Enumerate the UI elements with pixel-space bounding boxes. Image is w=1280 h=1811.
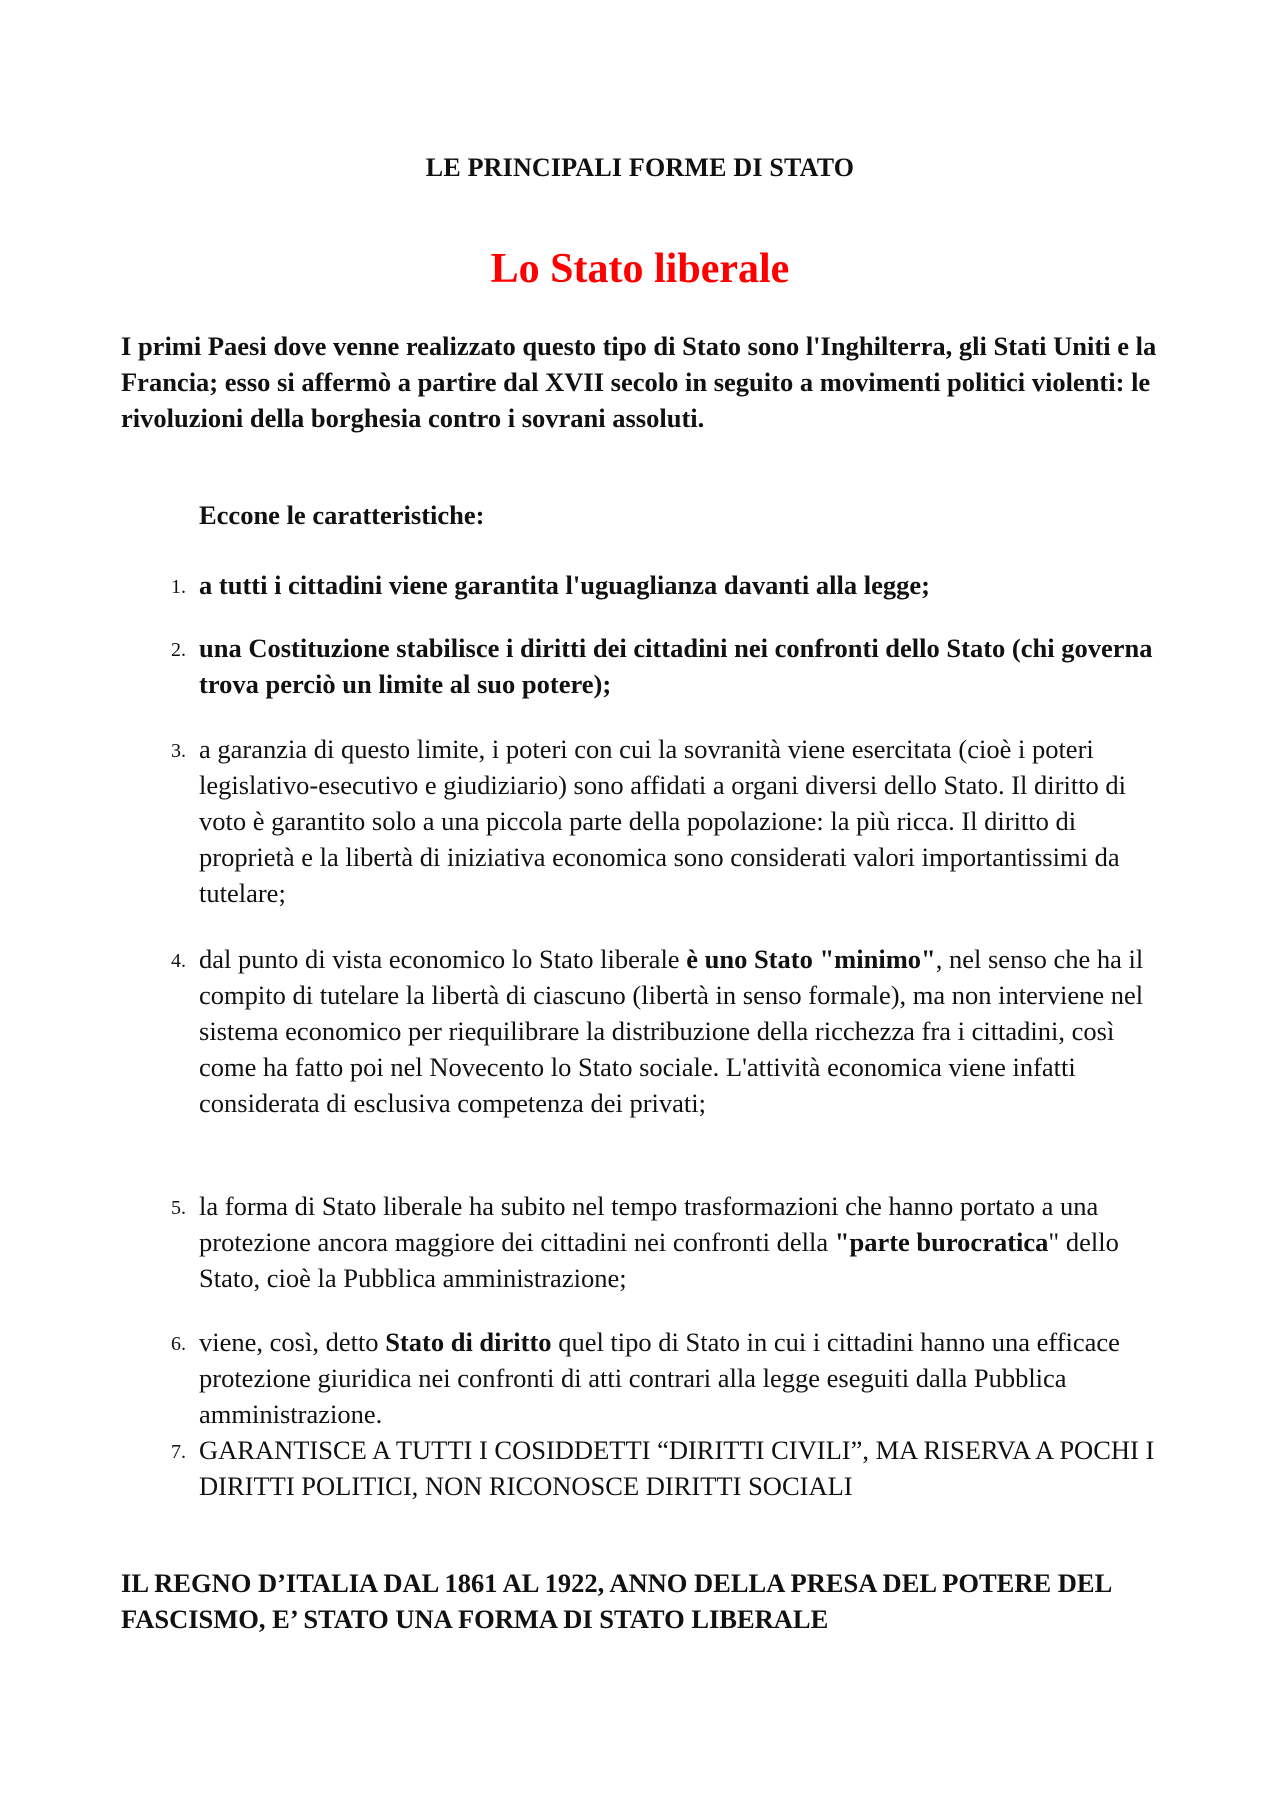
list-item-bold-part: Stato di diritto	[385, 1327, 552, 1357]
conclusion-paragraph: IL REGNO D’ITALIA DAL 1861 AL 1922, ANNO DELLA PRESA DEL POTERE DEL FASCISMO, E’ STATO UNA FORMA DI STATO LIBERALE	[121, 1568, 1111, 1634]
list-item-number: 5.	[171, 1197, 186, 1219]
list-item-text: GARANTISCE A TUTTI I COSIDDETTI “DIRITTI CIVILI”, MA RISERVA A POCHI I DIRITTI POLITICI, NON RICONOSCE DIRITTI SOCIALI	[199, 1435, 1155, 1501]
list-item-text-part: " dello Stato, cioè la Pubblica amministrazione;	[199, 1227, 1119, 1293]
list-item-bold-part: è uno Stato "minimo"	[686, 944, 936, 974]
list-item-text: una Costituzione stabilisce i diritti dei cittadini nei confronti dello Stato (chi governa trova perciò un limite al suo potere);	[199, 633, 1153, 699]
list-item-text	[199, 1188, 1169, 1296]
list-item-text-part: , nel senso che ha il compito di tutelare la libertà di ciascuno (libertà in senso formale), ma non interviene nel sistema economico per riequilibrare la distribuzione della ricchezza fra i cittadini, così come ha fatto poi nel Novecento lo Stato sociale. L'attività economica viene infatti considerata di esclusiva competenza dei privati;	[199, 944, 1144, 1118]
list-item	[171, 1324, 1169, 1432]
list-item	[171, 567, 1169, 603]
list-item-number: 6.	[171, 1333, 186, 1355]
list-item-number: 3.	[171, 740, 186, 762]
list-item	[171, 941, 1169, 1121]
list-item	[171, 630, 1169, 702]
list-item-text: a garanzia di questo limite, i poteri con cui la sovranità viene esercitata (cioè i poteri legislativo-esecutivo e giudiziario) sono affidati a organi diversi dello Stato. Il diritto di voto è garantito solo a una piccola parte della popolazione: la più ricca. Il diritto di proprietà e la libertà di iniziativa economica sono considerati valori importantissimi da tutelare;	[199, 734, 1127, 908]
list-item-text: a tutti i cittadini viene garantita l'uguaglianza davanti alla legge;	[199, 570, 930, 600]
list-item-number: 2.	[171, 639, 186, 661]
section-title: Lo Stato liberale	[490, 246, 790, 292]
characteristics-heading: Eccone le caratteristiche:	[199, 500, 485, 530]
list-item-text	[199, 1324, 1169, 1432]
list-item-number: 1.	[171, 576, 186, 598]
document-title: LE PRINCIPALI FORME DI STATO	[425, 153, 855, 182]
list-item-text-part: la forma di Stato liberale ha subito nel tempo trasformazioni che hanno portato a una protezione ancora maggiore dei cittadini nei confronti della	[199, 1191, 1099, 1257]
list-item-text	[199, 941, 1169, 1121]
list-item	[171, 731, 1169, 911]
list-item-bold-part: "parte burocratica	[834, 1227, 1049, 1257]
list-item-text-part: quel tipo di Stato in cui i cittadini hanno una efficace protezione giuridica nei confronti di atti contrari alla legge eseguiti dalla Pubblica amministrazione.	[199, 1327, 1120, 1429]
list-item-number: 4.	[171, 950, 186, 972]
list-item-number: 7.	[171, 1441, 186, 1463]
list-item-text-part: dal punto di vista economico lo Stato liberale	[199, 944, 687, 974]
list-item	[171, 1188, 1169, 1296]
intro-paragraph: I primi Paesi dove venne realizzato questo tipo di Stato sono l'Inghilterra, gli Stati Uniti e la Francia; esso si affermò a partire dal XVII secolo in seguito a movimenti politici violenti: le rivoluzioni della borghesia contro i sovrani assoluti.	[121, 331, 1157, 433]
list-item	[171, 1432, 1169, 1504]
list-item-text-part: viene, così, detto	[199, 1327, 386, 1357]
